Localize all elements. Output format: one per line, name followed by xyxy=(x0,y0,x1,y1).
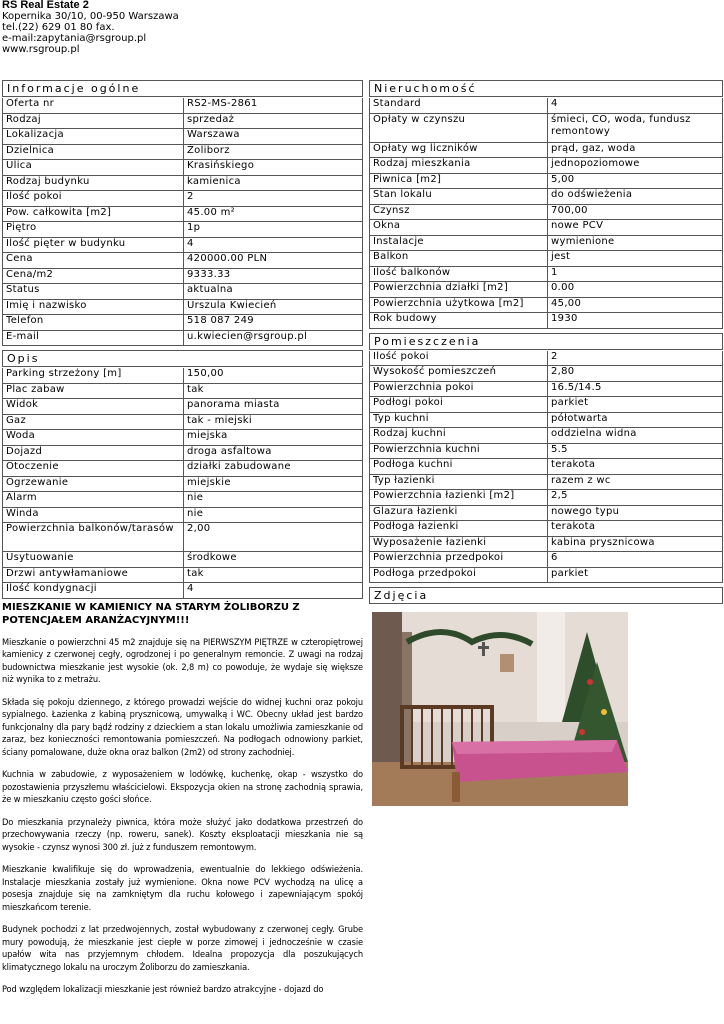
general-row xyxy=(3,222,363,238)
property-value: do odświeżenia xyxy=(548,189,723,205)
property-row xyxy=(370,220,723,236)
general-label: Rodzaj xyxy=(3,113,184,129)
description-paragraph: Mieszkanie kwalifikuje się do wprowadzenia, ewentualnie do lekkiego odświeżenia. Instalacje mieszkania zostały już wymienione. Okna nowe PCV wychodzą na ulicę a posesja znajduje się na zamkniętym dla ruchu kołowego i zapewniającym spokój mieszkańcom terenie. xyxy=(2,864,363,913)
opis-label: Winda xyxy=(3,507,184,523)
property-value: 45,00 xyxy=(548,297,723,313)
rooms-row xyxy=(370,443,723,459)
general-row xyxy=(3,98,363,113)
property-value: jednopoziomowe xyxy=(548,158,723,174)
general-label: Imię i nazwisko xyxy=(3,299,184,315)
general-row xyxy=(3,191,363,207)
rooms-row xyxy=(370,552,723,568)
general-label: Piętro xyxy=(3,222,184,238)
opis-label: Ogrzewanie xyxy=(3,476,184,492)
opis-label: Woda xyxy=(3,430,184,446)
rooms-row xyxy=(370,428,723,444)
property-label: Okna xyxy=(370,220,548,236)
property-label: Opłaty wg liczników xyxy=(370,142,548,158)
general-row xyxy=(3,113,363,129)
rooms-row xyxy=(370,521,723,537)
rooms-row xyxy=(370,567,723,583)
property-row xyxy=(370,98,723,113)
rooms-row xyxy=(370,459,723,475)
opis-row xyxy=(3,461,363,477)
general-row xyxy=(3,284,363,300)
rooms-row xyxy=(370,505,723,521)
property-value: 1930 xyxy=(548,313,723,329)
property-value: 700,00 xyxy=(548,204,723,220)
rooms-value: 5.5 xyxy=(548,443,723,459)
opis-value: działki zabudowane xyxy=(184,461,363,477)
property-row xyxy=(370,282,723,298)
general-header: Informacje ogólne xyxy=(2,80,363,97)
property-row xyxy=(370,113,723,142)
opis-label: Usytuowanie xyxy=(3,552,184,568)
rooms-table xyxy=(369,351,723,584)
opis-row xyxy=(3,507,363,523)
opis-row xyxy=(3,523,363,552)
general-value: sprzedaż xyxy=(184,113,363,129)
general-value: 45.00 m² xyxy=(184,206,363,222)
property-value: 5,00 xyxy=(548,173,723,189)
property-row xyxy=(370,189,723,205)
rooms-value: 16.5/14.5 xyxy=(548,381,723,397)
opis-label: Dojazd xyxy=(3,445,184,461)
general-label: Rodzaj budynku xyxy=(3,175,184,191)
rooms-row xyxy=(370,381,723,397)
opis-row xyxy=(3,552,363,568)
rooms-label: Wyposażenie łazienki xyxy=(370,536,548,552)
general-row xyxy=(3,237,363,253)
property-value: jest xyxy=(548,251,723,267)
rooms-label: Glazura łazienki xyxy=(370,505,548,521)
rooms-row xyxy=(370,412,723,428)
property-value: 4 xyxy=(548,98,723,113)
rooms-row xyxy=(370,474,723,490)
general-value: 4 xyxy=(184,237,363,253)
opis-label: Otoczenie xyxy=(3,461,184,477)
opis-value: 4 xyxy=(184,583,363,599)
opis-row xyxy=(3,445,363,461)
property-label: Opłaty w czynszu xyxy=(370,113,548,142)
general-value: Krasińskiego xyxy=(184,160,363,176)
opis-row xyxy=(3,583,363,599)
rooms-label: Powierzchnia łazienki [m2] xyxy=(370,490,548,506)
property-row xyxy=(370,235,723,251)
rooms-label: Typ łazienki xyxy=(370,474,548,490)
agency-name: RS Real Estate 2 xyxy=(2,0,89,11)
property-value: 1 xyxy=(548,266,723,282)
property-label: Powierzchnia użytkowa [m2] xyxy=(370,297,548,313)
property-label: Rodzaj mieszkania xyxy=(370,158,548,174)
rooms-header: Pomieszczenia xyxy=(369,333,723,350)
description-paragraph: Składa się pokoju dziennego, z którego prowadzi wejście do widnej kuchni oraz pokoju sypialnego. Łazienka z kabiną prysznicową, umywalką i WC. Obecny układ jest bardzo funkcjonalny dla pary bądź rodziny z dzieckiem a stan lokalu umożliwia zamieszkanie od zaraz, bez konieczności remontowania pomieszczeń. Na podłogach odnowiony parkiet, ściany pomalowane, duże okna oraz balkon (2m2) od strony zachodniej. xyxy=(2,696,363,758)
property-label: Piwnica [m2] xyxy=(370,173,548,189)
rooms-row xyxy=(370,351,723,366)
general-value: kamienica xyxy=(184,175,363,191)
photos-header: Zdjęcia xyxy=(369,587,723,604)
general-value: Żoliborz xyxy=(184,144,363,160)
property-label: Ilość balkonów xyxy=(370,266,548,282)
property-row xyxy=(370,142,723,158)
description-title: MIESZKANIE W KAMIENICY NA STARYM ŻOLIBORZU Z POTENCJAŁEM ARANŻACYJNYM!!! xyxy=(2,601,300,626)
property-row xyxy=(370,158,723,174)
property-value: wymienione xyxy=(548,235,723,251)
rooms-row xyxy=(370,490,723,506)
general-value: 2 xyxy=(184,191,363,207)
rooms-label: Powierzchnia kuchni xyxy=(370,443,548,459)
opis-row xyxy=(3,414,363,430)
opis-label: Gaz xyxy=(3,414,184,430)
rooms-row xyxy=(370,536,723,552)
rooms-value: kabina prysznicowa xyxy=(548,536,723,552)
rooms-label: Rodzaj kuchni xyxy=(370,428,548,444)
rooms-label: Powierzchnia pokoi xyxy=(370,381,548,397)
property-row xyxy=(370,266,723,282)
rooms-value: 2,5 xyxy=(548,490,723,506)
general-row xyxy=(3,144,363,160)
rooms-label: Podłoga kuchni xyxy=(370,459,548,475)
general-value: 518 087 249 xyxy=(184,315,363,331)
rooms-value: parkiet xyxy=(548,397,723,413)
rooms-value: oddzielna widna xyxy=(548,428,723,444)
description-paragraph: Budynek pochodzi z lat przedwojennych, został wybudowany z czerwonej cegły. Grube mury powodują, że mieszkanie jest ciepłe w porze zimowej i jednocześnie w czasie upałów wita nas przyjemnym chłodem. Idealna propozycja dla poszukujących klimatycznego lokalu na uroczym Żoliborzu do zamieszkania. xyxy=(2,924,363,973)
property-label: Czynsz xyxy=(370,204,548,220)
general-table xyxy=(2,98,363,346)
property-row xyxy=(370,313,723,329)
opis-table xyxy=(2,368,363,599)
rooms-value: terakota xyxy=(548,459,723,475)
opis-row xyxy=(3,430,363,446)
property-row xyxy=(370,251,723,267)
general-row xyxy=(3,160,363,176)
opis-value: środkowe xyxy=(184,552,363,568)
general-label: Cena/m2 xyxy=(3,268,184,284)
rooms-value: 6 xyxy=(548,552,723,568)
opis-label: Plac zabaw xyxy=(3,383,184,399)
general-row xyxy=(3,129,363,145)
agency-phone: tel.(22) 629 01 80 fax. xyxy=(2,22,115,33)
property-label: Stan lokalu xyxy=(370,189,548,205)
rooms-label: Typ kuchni xyxy=(370,412,548,428)
general-label: Pow. całkowita [m2] xyxy=(3,206,184,222)
general-value: RS2-MS-2861 xyxy=(184,98,363,113)
opis-value: tak xyxy=(184,383,363,399)
right-column xyxy=(369,80,723,605)
general-value: Warszawa xyxy=(184,129,363,145)
property-label: Powierzchnia działki [m2] xyxy=(370,282,548,298)
property-label: Rok budowy xyxy=(370,313,548,329)
general-label: Cena xyxy=(3,253,184,269)
opis-value: nie xyxy=(184,507,363,523)
property-label: Standard xyxy=(370,98,548,113)
opis-value: nie xyxy=(184,492,363,508)
property-header: Nieruchomość xyxy=(369,80,723,97)
bedroom-photo-image xyxy=(372,612,628,806)
opis-label: Alarm xyxy=(3,492,184,508)
description-paragraph: Do mieszkania przynależy piwnica, która może służyć jako dodatkowa przestrzeń do przechowywania rzeczy (np. roweru, sanek). Koszty eksploatacji mieszkania nie są wysokie - czynsz wynosi 300 zł. już z funduszem remontowym. xyxy=(2,816,363,853)
opis-value: 2,00 xyxy=(184,523,363,552)
general-label: Ilość pokoi xyxy=(3,191,184,207)
property-value: prąd, gaz, woda xyxy=(548,142,723,158)
apartment-photo[interactable] xyxy=(372,612,628,806)
rooms-value: parkiet xyxy=(548,567,723,583)
general-row xyxy=(3,206,363,222)
rooms-label: Podłoga przedpokoi xyxy=(370,567,548,583)
opis-label: Widok xyxy=(3,399,184,415)
description-paragraph: Pod względem lokalizacji mieszkanie jest również bardzo atrakcyjne - dojazd do xyxy=(2,984,324,995)
general-label: Telefon xyxy=(3,315,184,331)
rooms-label: Ilość pokoi xyxy=(370,351,548,366)
general-value: u.kwiecien@rsgroup.pl xyxy=(184,330,363,346)
description-paragraph: Kuchnia w zabudowie, z wyposażeniem w lodówkę, kuchenkę, okap - wszystko do pozostawienia przyszłemu właścicielowi. Ekspozycja okien na stronę zachodnią sprawia, że w mieszkaniu często gości słońce. xyxy=(2,769,363,805)
general-value: aktualna xyxy=(184,284,363,300)
general-row xyxy=(3,315,363,331)
rooms-label: Powierzchnia przedpokoi xyxy=(370,552,548,568)
opis-value: miejskie xyxy=(184,476,363,492)
property-label: Balkon xyxy=(370,251,548,267)
property-row xyxy=(370,173,723,189)
opis-row xyxy=(3,492,363,508)
opis-row xyxy=(3,368,363,383)
general-value: 1p xyxy=(184,222,363,238)
rooms-label: Podłogi pokoi xyxy=(370,397,548,413)
property-value: śmieci, CO, woda, fundusz remontowy xyxy=(548,113,723,142)
general-row xyxy=(3,299,363,315)
opis-row xyxy=(3,399,363,415)
rooms-label: Podłoga łazienki xyxy=(370,521,548,537)
general-value: Urszula Kwiecień xyxy=(184,299,363,315)
general-label: Ulica xyxy=(3,160,184,176)
opis-row xyxy=(3,476,363,492)
opis-row xyxy=(3,567,363,583)
property-row xyxy=(370,297,723,313)
rooms-value: terakota xyxy=(548,521,723,537)
opis-label: Drzwi antywłamaniowe xyxy=(3,567,184,583)
property-table xyxy=(369,98,723,329)
general-label: Oferta nr xyxy=(3,98,184,113)
rooms-value: półotwarta xyxy=(548,412,723,428)
description-paragraph: Mieszkanie o powierzchni 45 m2 znajduje się na PIERWSZYM PIĘTRZE w czteropiętrowej kamienicy z czerwonej cegły, ogrodzonej i po generalnym remoncie. Z uwagi na rodzaj budownictwa mieszkanie jest wysokie (ok. 2,8 m) co powoduje, że wydaje się większe niż wynika to z metrażu. xyxy=(2,636,363,685)
opis-value: tak - miejski xyxy=(184,414,363,430)
opis-value: panorama miasta xyxy=(184,399,363,415)
general-row xyxy=(3,253,363,269)
general-label: Dzielnica xyxy=(3,144,184,160)
opis-value: miejska xyxy=(184,430,363,446)
rooms-label: Wysokość pomieszczeń xyxy=(370,366,548,382)
general-label: Lokalizacja xyxy=(3,129,184,145)
opis-value: 150,00 xyxy=(184,368,363,383)
description-text xyxy=(2,637,363,997)
property-label: Instalacje xyxy=(370,235,548,251)
general-row xyxy=(3,175,363,191)
rooms-row xyxy=(370,366,723,382)
general-label: Status xyxy=(3,284,184,300)
property-value: nowe PCV xyxy=(548,220,723,236)
general-row xyxy=(3,268,363,284)
general-value: 420000.00 PLN xyxy=(184,253,363,269)
general-value: 9333.33 xyxy=(184,268,363,284)
opis-label: Ilość kondygnacji xyxy=(3,583,184,599)
opis-header: Opis xyxy=(2,350,363,367)
general-row xyxy=(3,330,363,346)
general-label: Ilość pięter w budynku xyxy=(3,237,184,253)
left-column xyxy=(2,80,363,997)
rooms-value: 2 xyxy=(548,351,723,366)
property-value: 0.00 xyxy=(548,282,723,298)
rooms-value: nowego typu xyxy=(548,505,723,521)
agency-address: Kopernika 30/10, 00-950 Warszawa xyxy=(2,11,179,22)
rooms-row xyxy=(370,397,723,413)
opis-value: tak xyxy=(184,567,363,583)
general-label: E-mail xyxy=(3,330,184,346)
rooms-value: razem z wc xyxy=(548,474,723,490)
rooms-value: 2,80 xyxy=(548,366,723,382)
agency-info xyxy=(2,0,179,55)
opis-label: Parking strzeżony [m] xyxy=(3,368,184,383)
opis-label: Powierzchnia balkonów/tarasów xyxy=(3,523,184,552)
opis-row xyxy=(3,383,363,399)
opis-value: droga asfaltowa xyxy=(184,445,363,461)
agency-email: e-mail:zapytania@rsgroup.pl xyxy=(2,33,147,44)
property-row xyxy=(370,204,723,220)
agency-www: www.rsgroup.pl xyxy=(2,44,80,55)
